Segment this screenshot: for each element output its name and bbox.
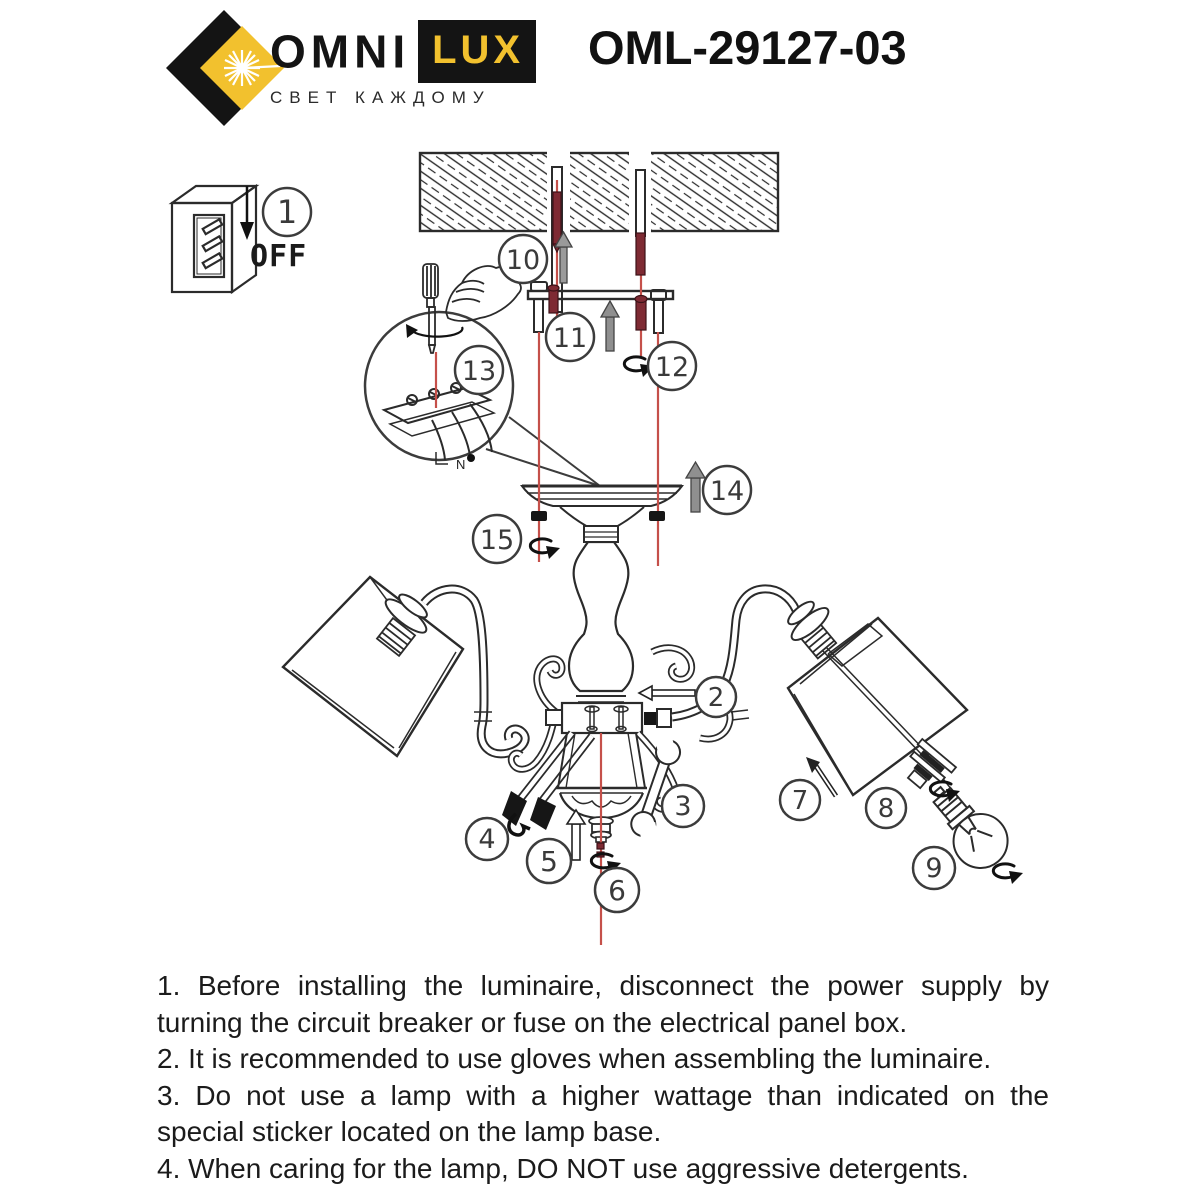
instruction-step: 2. It is recommended to use gloves when assembling the luminaire.: [157, 1043, 992, 1074]
svg-text:7: 7: [791, 786, 809, 816]
neutral-label: N: [456, 457, 466, 472]
hub-right-ferrule: [657, 709, 671, 727]
callout-10: [499, 235, 547, 283]
left-anchor-sleeve: [553, 192, 561, 244]
svg-text:5: 5: [540, 845, 558, 878]
canopy-nut: [649, 511, 665, 521]
right-arm: [672, 589, 805, 720]
svg-text:15: 15: [479, 525, 515, 556]
bracket-screw: [636, 300, 646, 330]
svg-text:4: 4: [478, 824, 496, 855]
wire-end: [467, 454, 475, 462]
brand-box: LUX: [418, 20, 536, 83]
callout-1: [263, 188, 311, 236]
finial-thread: [597, 843, 604, 849]
drill-hole: [629, 151, 651, 233]
callout-5: [527, 839, 571, 883]
hub-black-nipple: [644, 712, 656, 725]
svg-text:10: 10: [505, 245, 541, 276]
rotate-arrow-icon: [993, 864, 1023, 884]
callout-15: [473, 515, 521, 563]
ceiling: [420, 151, 778, 233]
model-number: OML-29127-03: [588, 21, 907, 74]
callout-8: [866, 788, 906, 828]
callout-6: [595, 868, 639, 912]
rotate-arrow-icon: [530, 539, 560, 559]
brand-word: OMNI: [270, 25, 411, 78]
right-anchor-sleeve: [636, 233, 645, 275]
left-lampshade: [283, 577, 463, 756]
callout-14: [703, 466, 751, 514]
bracket-screw: [549, 289, 558, 313]
callout-12: [648, 342, 696, 390]
canopy-nut: [531, 511, 547, 521]
callout-13: [455, 346, 503, 394]
installation-instructions: [157, 968, 1049, 1187]
callout-3: [662, 785, 704, 827]
callout-4: [466, 818, 508, 860]
breaker-levers: [203, 219, 222, 268]
svg-text:2: 2: [707, 683, 725, 713]
instruction-step: 1. Before installing the luminaire, disconnect the power supply by turning the circuit breaker or fuse on the electrical panel box.: [157, 970, 1049, 1038]
callout-11: [546, 313, 594, 361]
callout-2: [696, 677, 736, 717]
instruction-step: 3. Do not use a lamp with a higher wattage than indicated on the special sticker located on the lamp base.: [157, 1079, 1049, 1147]
svg-text:6: 6: [608, 874, 626, 907]
svg-text:8: 8: [877, 794, 895, 824]
svg-text:12: 12: [654, 352, 690, 383]
stem-baluster: [569, 526, 633, 702]
bracket-up-arrow-icon: [601, 301, 619, 351]
svg-text:9: 9: [925, 853, 943, 884]
off-label: OFF: [250, 239, 308, 274]
wire-cone: [530, 797, 556, 830]
instruction-step: 4. When caring for the lamp, DO NOT use aggressive detergents.: [157, 1152, 969, 1184]
svg-text:13: 13: [461, 356, 497, 387]
circuit-breaker-box: [172, 186, 256, 292]
arm-insert-arrow-icon: [639, 686, 695, 700]
svg-text:3: 3: [674, 791, 692, 822]
hub-left-nipple: [546, 710, 562, 725]
svg-text:1: 1: [276, 193, 298, 231]
brand-tagline: СВЕТ КАЖДОМУ: [270, 88, 491, 107]
callout-7: [780, 780, 820, 820]
svg-text:14: 14: [709, 476, 745, 507]
power-down-arrow-icon: [240, 186, 254, 240]
svg-text:11: 11: [552, 323, 588, 354]
callout-9: [913, 847, 955, 889]
